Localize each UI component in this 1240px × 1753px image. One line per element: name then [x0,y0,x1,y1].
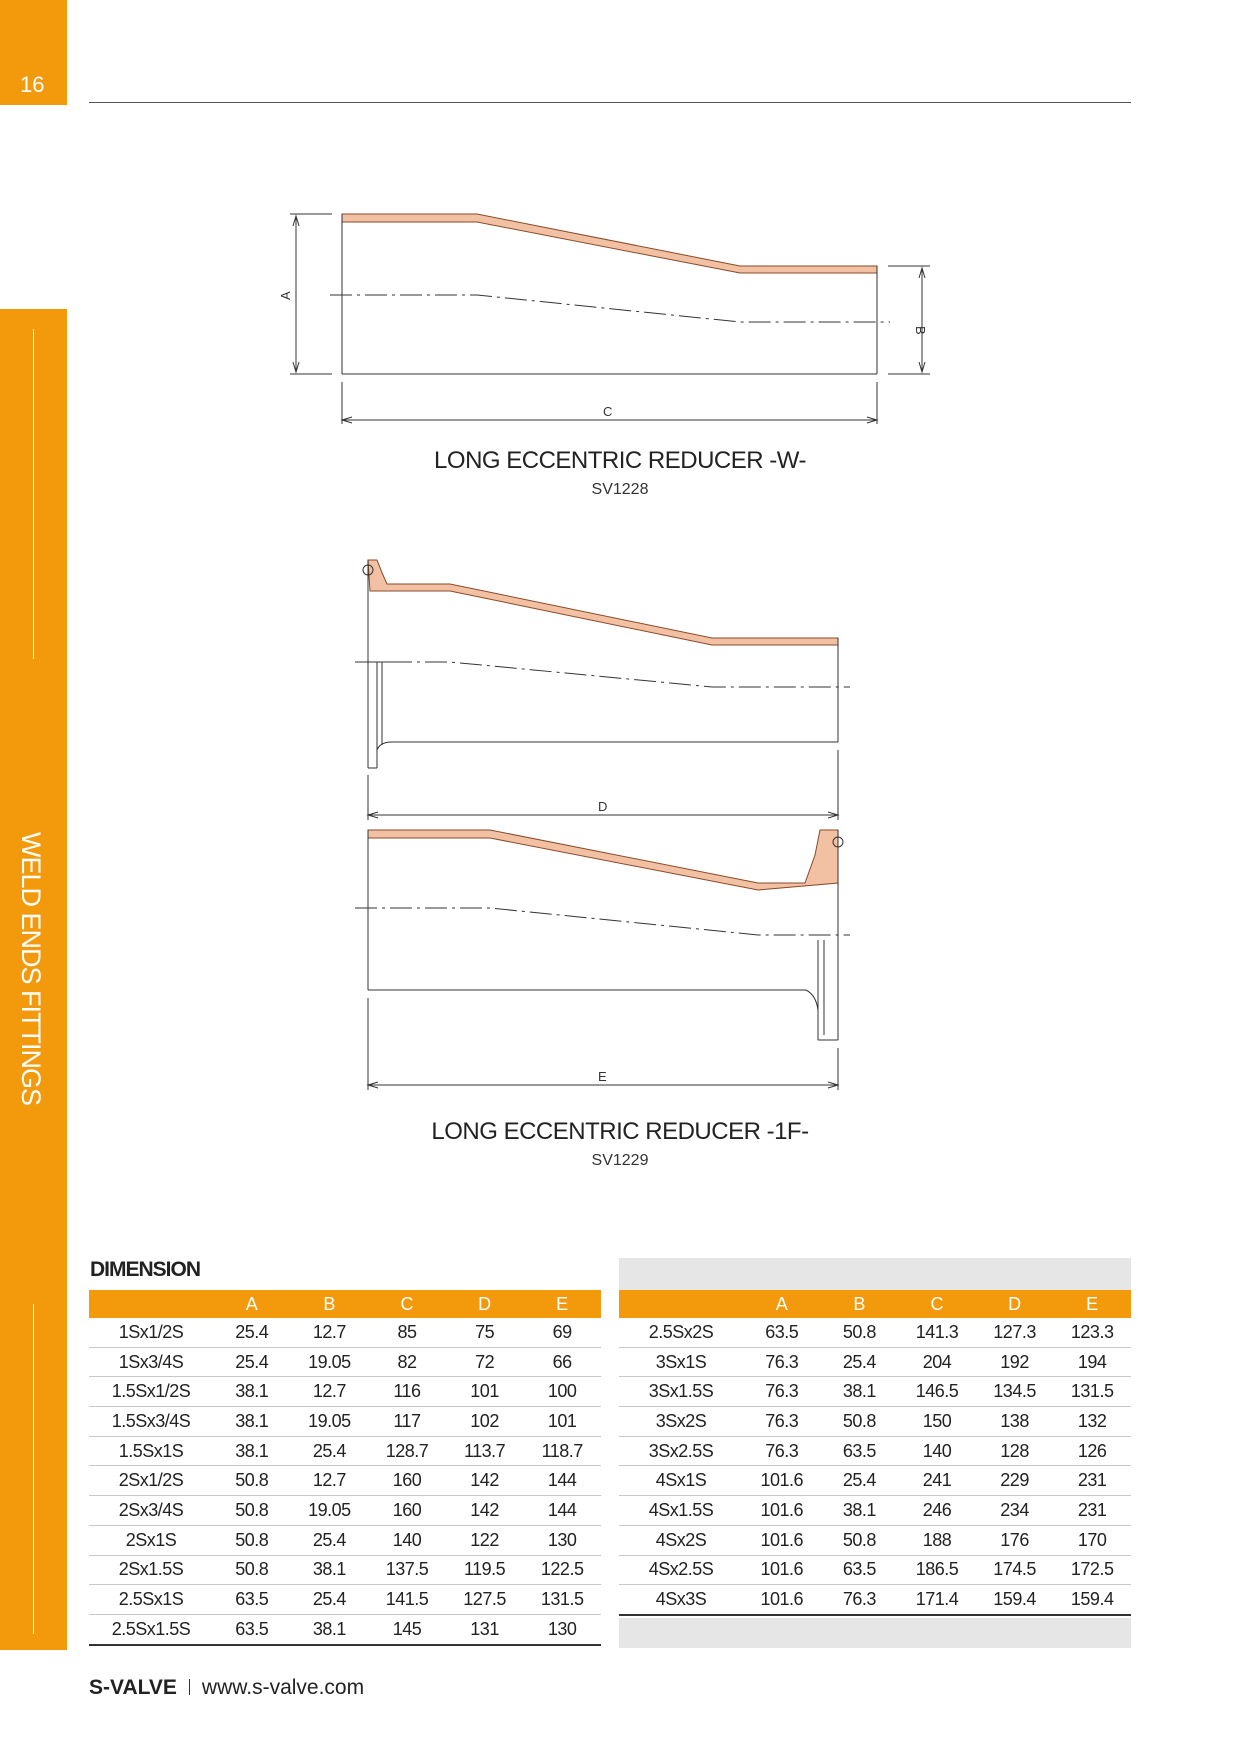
value-cell: 19.05 [291,1347,369,1377]
value-cell: 126 [1053,1436,1131,1466]
value-cell: 102 [446,1407,524,1437]
value-cell: 131.5 [1053,1377,1131,1407]
value-cell: 144 [523,1496,601,1526]
dim-b-label: B [913,326,928,335]
drawing-reducer-1f-top [355,560,850,820]
table-row [89,1347,601,1377]
right-table-footer-band [619,1618,1131,1648]
table-row [619,1555,1131,1585]
value-cell: 142 [446,1466,524,1496]
value-cell: 72 [446,1347,524,1377]
value-cell: 101 [523,1407,601,1437]
dim-d-label: D [598,799,608,814]
footer [89,1676,364,1700]
value-cell: 38.1 [821,1377,899,1407]
col-c: C [400,1293,414,1314]
value-cell: 75 [446,1318,524,1347]
dimension-label: DIMENSION [90,1258,201,1281]
value-cell: 66 [523,1347,601,1377]
value-cell: 192 [976,1347,1054,1377]
table-row [89,1407,601,1437]
value-cell: 174.5 [976,1555,1054,1585]
dimension-table-right [619,1290,1131,1616]
value-cell: 146.5 [898,1377,976,1407]
col-size [619,1290,743,1318]
value-cell: 25.4 [821,1466,899,1496]
value-cell: 123.3 [1053,1318,1131,1347]
value-cell: 119.5 [446,1555,524,1585]
value-cell: 145 [368,1614,446,1644]
table-row [89,1466,601,1496]
table-header-row [619,1290,1131,1318]
value-cell: 38.1 [213,1436,291,1466]
value-cell: 101.6 [743,1525,821,1555]
value-cell: 117 [368,1407,446,1437]
col-d: D [478,1293,492,1314]
value-cell: 159.4 [976,1585,1054,1615]
drawing-reducer-1f-bottom [355,830,850,1090]
size-cell: 1Sx3/4S [89,1347,213,1377]
value-cell: 160 [368,1496,446,1526]
footer-brand: S-VALVE [89,1676,177,1699]
value-cell: 38.1 [291,1614,369,1644]
value-cell: 50.8 [213,1466,291,1496]
value-cell: 12.7 [291,1377,369,1407]
table-row [619,1585,1131,1615]
table-row [619,1318,1131,1347]
page-number: 16 [20,72,45,97]
value-cell: 172.5 [1053,1555,1131,1585]
value-cell: 186.5 [898,1555,976,1585]
table-row [619,1377,1131,1407]
value-cell: 116 [368,1377,446,1407]
table-row [619,1525,1131,1555]
col-b: B [323,1293,336,1314]
table-row [89,1525,601,1555]
value-cell: 76.3 [743,1407,821,1437]
col-b: B [853,1293,866,1314]
value-cell: 76.3 [743,1377,821,1407]
table-row [619,1466,1131,1496]
col-d: D [1008,1293,1022,1314]
footer-url[interactable]: www.s-valve.com [201,1676,365,1699]
value-cell: 170 [1053,1525,1131,1555]
value-cell: 140 [368,1525,446,1555]
value-cell: 50.8 [821,1318,899,1347]
drawing-1f-title: LONG ECCENTRIC REDUCER -1F- [431,1118,809,1145]
sidebar-line-bottom [33,1304,34,1634]
value-cell: 76.3 [743,1347,821,1377]
size-cell: 4Sx2S [619,1525,743,1555]
size-cell: 3Sx2S [619,1407,743,1437]
size-cell: 2.5Sx1S [89,1585,213,1615]
drawing-reducer-w [278,214,930,424]
value-cell: 128 [976,1436,1054,1466]
value-cell: 25.4 [291,1525,369,1555]
value-cell: 246 [898,1496,976,1526]
size-cell: 2Sx1/2S [89,1466,213,1496]
size-cell: 2Sx1S [89,1525,213,1555]
size-cell: 2Sx1.5S [89,1555,213,1585]
dim-c-label: C [603,404,613,419]
value-cell: 140 [898,1436,976,1466]
col-a: A [775,1293,788,1314]
value-cell: 12.7 [291,1466,369,1496]
value-cell: 38.1 [213,1407,291,1437]
size-cell: 1Sx1/2S [89,1318,213,1347]
value-cell: 188 [898,1525,976,1555]
value-cell: 19.05 [291,1496,369,1526]
size-cell: 2Sx3/4S [89,1496,213,1526]
drawing-1f-code: SV1229 [591,1152,649,1169]
value-cell: 50.8 [213,1496,291,1526]
value-cell: 141.5 [368,1585,446,1615]
value-cell: 100 [523,1377,601,1407]
col-size [89,1290,213,1318]
value-cell: 118.7 [523,1436,601,1466]
value-cell: 141.3 [898,1318,976,1347]
value-cell: 25.4 [291,1436,369,1466]
value-cell: 231 [1053,1466,1131,1496]
value-cell: 204 [898,1347,976,1377]
footer-separator [189,1679,190,1695]
value-cell: 134.5 [976,1377,1054,1407]
value-cell: 132 [1053,1407,1131,1437]
dimension-table-left [89,1290,601,1646]
table-row [619,1407,1131,1437]
right-table-header-band [619,1258,1131,1290]
value-cell: 131.5 [523,1585,601,1615]
size-cell: 1.5Sx1/2S [89,1377,213,1407]
value-cell: 138 [976,1407,1054,1437]
table-row [619,1347,1131,1377]
value-cell: 38.1 [291,1555,369,1585]
value-cell: 128.7 [368,1436,446,1466]
size-cell: 3Sx1.5S [619,1377,743,1407]
size-cell: 1.5Sx1S [89,1436,213,1466]
value-cell: 231 [1053,1496,1131,1526]
col-e: E [1086,1293,1099,1314]
value-cell: 160 [368,1466,446,1496]
sidebar-section-title: WELD ENDS FITTINGS [16,832,46,1106]
value-cell: 12.7 [291,1318,369,1347]
value-cell: 171.4 [898,1585,976,1615]
value-cell: 63.5 [821,1436,899,1466]
value-cell: 69 [523,1318,601,1347]
value-cell: 234 [976,1496,1054,1526]
value-cell: 101.6 [743,1496,821,1526]
value-cell: 130 [523,1614,601,1644]
value-cell: 25.4 [821,1347,899,1377]
value-cell: 127.5 [446,1585,524,1615]
value-cell: 50.8 [821,1407,899,1437]
value-cell: 122 [446,1525,524,1555]
value-cell: 101.6 [743,1555,821,1585]
size-cell: 4Sx1S [619,1466,743,1496]
value-cell: 76.3 [821,1585,899,1615]
drawing-w-title: LONG ECCENTRIC REDUCER -W- [434,447,806,474]
value-cell: 19.05 [291,1407,369,1437]
table-row [89,1377,601,1407]
table-header-row [89,1290,601,1318]
size-cell: 4Sx3S [619,1585,743,1615]
value-cell: 241 [898,1466,976,1496]
value-cell: 25.4 [213,1318,291,1347]
table-row [89,1496,601,1526]
value-cell: 76.3 [743,1436,821,1466]
value-cell: 101 [446,1377,524,1407]
size-cell: 2.5Sx1.5S [89,1614,213,1644]
size-cell: 1.5Sx3/4S [89,1407,213,1437]
value-cell: 130 [523,1525,601,1555]
value-cell: 25.4 [291,1585,369,1615]
value-cell: 144 [523,1466,601,1496]
value-cell: 50.8 [213,1525,291,1555]
value-cell: 101.6 [743,1585,821,1615]
table-row [619,1436,1131,1466]
value-cell: 150 [898,1407,976,1437]
value-cell: 38.1 [213,1377,291,1407]
dim-a-label: A [278,291,293,300]
size-cell: 4Sx2.5S [619,1555,743,1585]
value-cell: 122.5 [523,1555,601,1585]
value-cell: 194 [1053,1347,1131,1377]
value-cell: 50.8 [821,1525,899,1555]
value-cell: 137.5 [368,1555,446,1585]
value-cell: 50.8 [213,1555,291,1585]
value-cell: 63.5 [213,1614,291,1644]
value-cell: 63.5 [213,1585,291,1615]
table-row [89,1436,601,1466]
value-cell: 82 [368,1347,446,1377]
dim-e-label: E [598,1069,607,1084]
size-cell: 2.5Sx2S [619,1318,743,1347]
value-cell: 131 [446,1614,524,1644]
size-cell: 3Sx2.5S [619,1436,743,1466]
value-cell: 85 [368,1318,446,1347]
value-cell: 25.4 [213,1347,291,1377]
value-cell: 142 [446,1496,524,1526]
table-row [89,1614,601,1644]
value-cell: 63.5 [743,1318,821,1347]
value-cell: 63.5 [821,1555,899,1585]
value-cell: 127.3 [976,1318,1054,1347]
table-row [619,1496,1131,1526]
col-c: C [930,1293,944,1314]
drawing-w-code: SV1228 [591,481,649,498]
value-cell: 159.4 [1053,1585,1131,1615]
table-row [89,1585,601,1615]
size-cell: 3Sx1S [619,1347,743,1377]
value-cell: 38.1 [821,1496,899,1526]
value-cell: 101.6 [743,1466,821,1496]
table-row [89,1555,601,1585]
col-e: E [556,1293,569,1314]
value-cell: 176 [976,1525,1054,1555]
size-cell: 4Sx1.5S [619,1496,743,1526]
value-cell: 229 [976,1466,1054,1496]
value-cell: 113.7 [446,1436,524,1466]
table-row [89,1318,601,1347]
col-a: A [245,1293,258,1314]
